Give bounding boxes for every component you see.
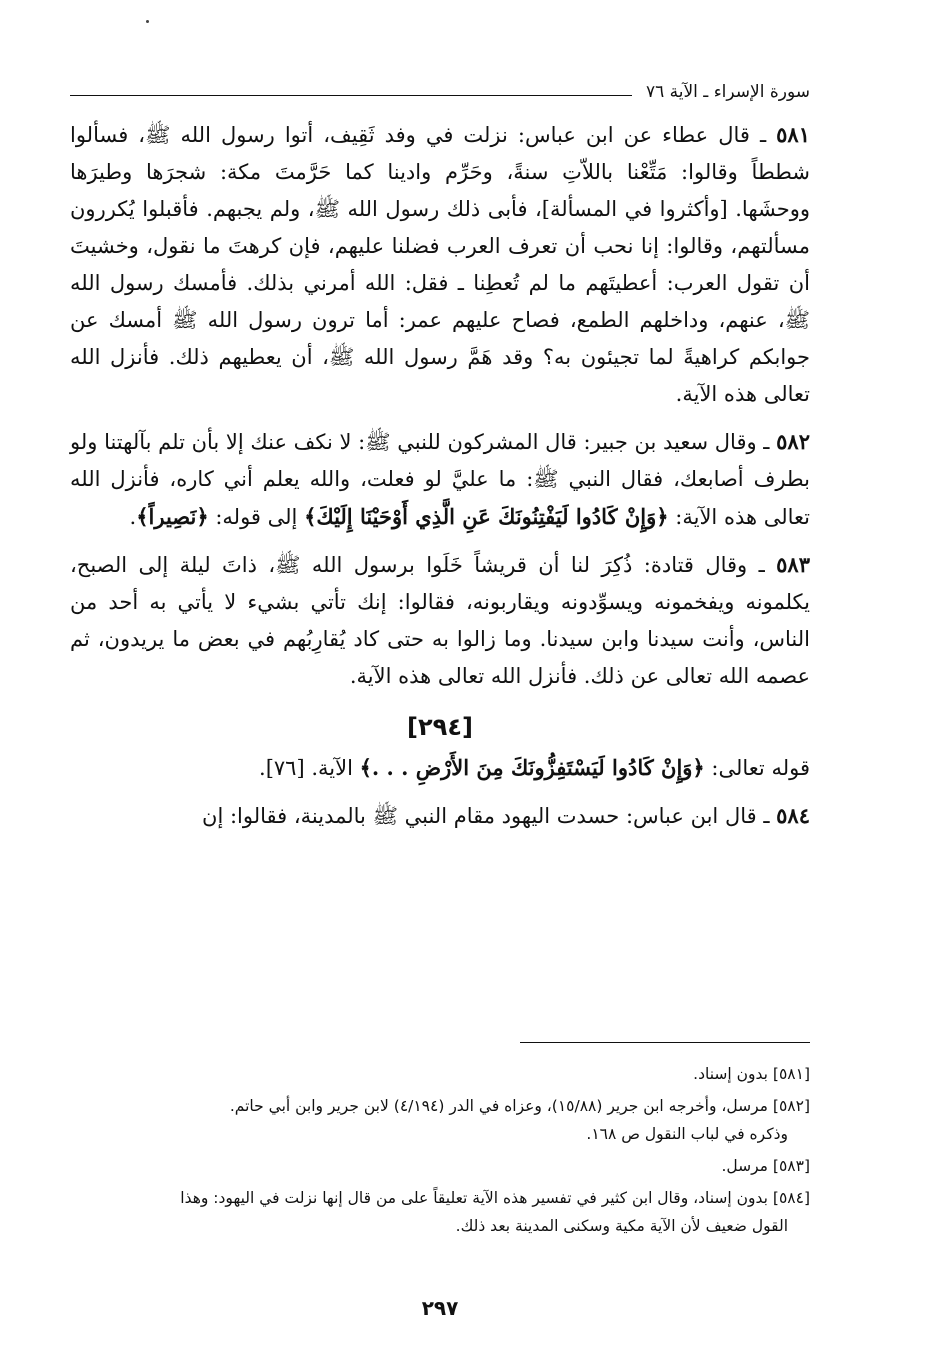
verse-intro: قوله تعالى: [711,756,810,780]
quran-quote-end: ﴿نَصِيراً﴾ [136,504,209,529]
paragraph-text: ـ وقال سعيد بن جبير: قال المشركون للنبي ﷺ: لا نكف عنك إلا بأن تلم بآلهتنا ولو بطرف أصابعك، فقال النبي ﷺ: ما عليَّ لو فعلت، والله يعلم أني كاره، فأنزل الله تعالى هذه الآية: [70,430,810,529]
footnote-continuation: القول ضعيف لأن الآية مكية وسكنى المدينة بعد ذلك. [455,1217,788,1235]
footnote-text: بدون إسناد، وقال ابن كثير في تفسير هذه الآية تعليقاً على من قال إنها نزلت في اليهود: وهذا [180,1189,768,1207]
scan-speck [146,20,149,23]
paragraph-584 [70,797,810,835]
footnote-582 [70,1092,810,1148]
footnote-ref: [٥٨١] [772,1065,810,1083]
main-text [70,116,810,845]
book-page [70,60,810,1350]
footnote-ref: [٥٨٢] [772,1097,810,1115]
paragraph-number: ٥٨١ [776,122,810,147]
verse-reference: الآية. [٧٦]. [259,756,353,780]
running-header-title: سورة الإسراء ـ الآية ٧٦ [645,82,810,102]
footnote-ref: [٥٨٣] [772,1157,810,1175]
paragraph-number: ٥٨٣ [776,552,810,577]
paragraph-text: ـ وقال قتادة: ذُكِرَ لنا أن قريشاً خَلَوا برسول الله ﷺ، ذاتَ ليلة إلى الصبح، يكلمونه ويفخمونه ويسوِّدونه ويقاربونه، فقالوا: إنك تأتي بشيء لا يأتي به أحد من الناس، وأنت سيدنا وابن سيدنا. وما زالوا به حتى كاد يُقارِبُهم في بعض ما يريدون، ثم عصمه الله تعالى عن ذلك. فأنزل الله تعالى هذه الآية. [70,553,810,688]
footnote-text: بدون إسناد. [693,1065,768,1083]
footnote-581 [70,1060,810,1088]
footnote-ref: [٥٨٤] [772,1189,810,1207]
paragraph-582 [70,423,810,536]
footnote-continuation: وذكره في لباب النقول ص ١٦٨. [586,1125,788,1143]
footnote-text: مرسل، وأخرجه ابن جرير (١٥/٨٨)، وعزاه في الدر (٤/١٩٤) لابن جرير وابن أبي حاتم. [229,1097,768,1115]
footnotes [70,1060,810,1244]
verse-line [70,749,810,787]
section-heading: [٢٩٤] [407,713,473,741]
paragraph-text: ـ قال ابن عباس: حسدت اليهود مقام النبي ﷺ بالمدينة، فقالوا: إن [202,804,770,828]
paragraph-text: ـ قال عطاء عن ابن عباس: نزلت في وفد ثَقِيف، أتوا رسول الله ﷺ، فسألوا شططاً وقالوا: مَتِّعْنا باللاّتِ سنةً، وحَرِّم وادينا كما حَرَّمتَ مكة: شجرَها وطيرَها ووحشَها. [وأكثروا في المسألة]، فأبى ذلك رسول الله ﷺ، ولم يجبهم. فأقبلوا يُكررون مسألتهم، وقالوا: إنا نحب أن تعرف العرب فضلنا عليهم، فإن كرهتَ ما نقول، وخشيتَ أن تقول العرب: أعطيتَهم ما لم تُعطِنا ـ فقل: الله أمرني بذلك. فأمسك رسول الله ﷺ، عنهم، وداخلهم الطمع، فصاح عليهم عمر: أما ترون رسول الله ﷺ أمسك عن جوابكم كراهيةً لما تجيئون به؟ وقد هَمَّ رسول الله ﷺ، أن يعطيهم ذلك. فأنزل الله تعالى هذه الآية. [70,123,810,406]
paragraph-581 [70,116,810,413]
paragraph-text-end: . [129,505,137,529]
page-number: ٢٩٧ [421,1296,459,1320]
paragraph-text-middle: إلى قوله: [215,505,298,529]
footnote-rule [520,1042,810,1043]
footnote-584 [70,1184,810,1240]
footnote-583 [70,1152,810,1180]
header-rule [70,95,632,96]
paragraph-583 [70,546,810,695]
verse-quote: ﴿وَإِنْ كَادُوا لَيَسْتَفِزُّونَكَ مِنَ الأَرْضِ . . .﴾ [359,755,705,780]
paragraph-number: ٥٨٢ [776,429,810,454]
quran-quote: ﴿وَإِنْ كَادُوا لَيَفْتِنُونَكَ عَنِ الَّذِي أَوْحَيْنَا إِلَيْكَ﴾ [304,504,669,529]
paragraph-number: ٥٨٤ [776,803,810,828]
running-header [70,76,810,102]
footnote-text: مرسل. [721,1157,768,1175]
